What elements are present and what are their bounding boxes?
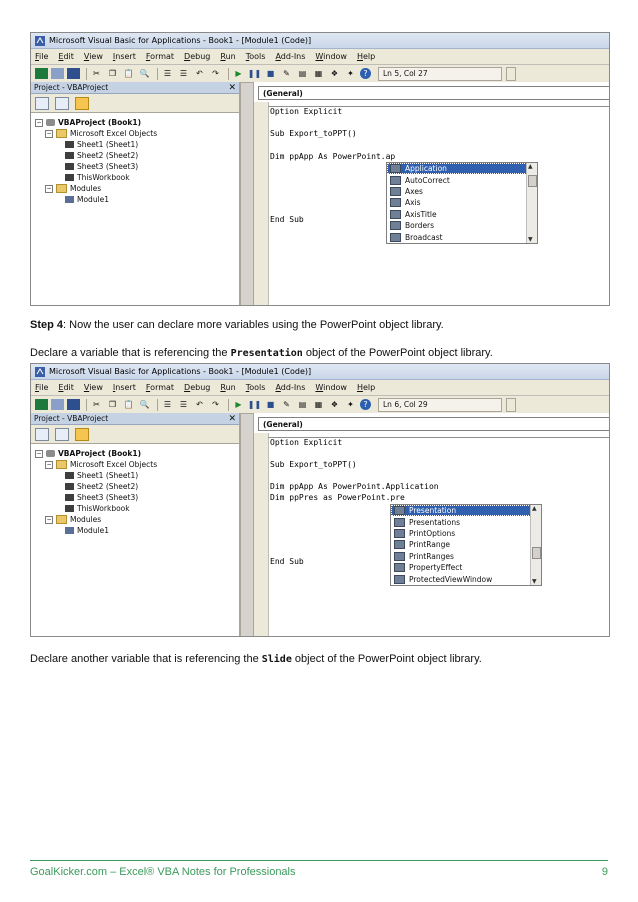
collapse-icon[interactable]: −: [36, 449, 42, 457]
menu-edit[interactable]: Edit: [58, 383, 74, 392]
autocomplete-scrollbar[interactable]: [530, 505, 541, 585]
cursor-position: Ln 5, Col 27: [378, 67, 502, 81]
project-explorer-title: Project - VBAProject: [34, 83, 109, 92]
design-mode-icon[interactable]: ✎: [283, 69, 290, 78]
save-icon[interactable]: [67, 399, 80, 410]
step-label: Step 4: [30, 319, 64, 331]
standard-toolbar: [31, 65, 609, 83]
menu-file[interactable]: File: [35, 52, 49, 61]
toolbox-icon[interactable]: ✦: [347, 400, 354, 409]
project-tree: [31, 113, 239, 205]
tree-item-sheet1[interactable]: Sheet1 (Sheet1): [35, 139, 239, 150]
autocomplete-item[interactable]: Axes: [387, 186, 537, 197]
code-line[interactable]: Option Explicit: [268, 437, 610, 447]
scrollbar-thumb[interactable]: [532, 547, 541, 559]
scroll-up-icon[interactable]: ▲: [528, 163, 533, 170]
collapse-icon[interactable]: −: [46, 184, 52, 192]
property-icon: [390, 233, 401, 242]
tree-item-sheet1[interactable]: Sheet1 (Sheet1): [35, 470, 239, 481]
autocomplete-item[interactable]: Presentations: [391, 516, 541, 527]
vba-app-icon: [35, 36, 45, 46]
collapse-icon[interactable]: −: [36, 118, 42, 126]
property-icon: [390, 210, 401, 219]
menu-bar: [31, 380, 609, 396]
help-icon[interactable]: ?: [360, 399, 371, 410]
toolbox-icon[interactable]: ✦: [347, 69, 354, 78]
standard-toolbar: [31, 396, 609, 414]
outdent-icon[interactable]: ☰: [179, 400, 188, 409]
menu-tools[interactable]: Tools: [245, 52, 266, 61]
property-icon: [394, 540, 405, 549]
folder-icon: [56, 460, 67, 469]
tree-item-modules[interactable]: − Modules: [46, 184, 102, 193]
menu-help[interactable]: Help: [356, 52, 376, 61]
undo-icon[interactable]: ↶: [196, 400, 203, 409]
outdent-icon[interactable]: ☰: [179, 69, 188, 78]
toggle-folders-icon[interactable]: [75, 97, 89, 110]
view-object-icon[interactable]: [55, 97, 69, 110]
toolbar-options-dropdown[interactable]: [506, 398, 516, 412]
autocomplete-item[interactable]: Application: [387, 163, 537, 174]
sheet-icon: [65, 494, 74, 501]
menu-insert[interactable]: Insert: [112, 52, 136, 61]
tree-item-module1[interactable]: Module1: [35, 525, 239, 536]
menu-view[interactable]: View: [83, 383, 103, 392]
scroll-up-icon[interactable]: ▲: [532, 505, 537, 512]
toolbar-separator: [228, 68, 229, 80]
toolbar-separator: [157, 68, 158, 80]
menu-format[interactable]: Format: [145, 52, 175, 61]
tree-item-thisworkbook[interactable]: ThisWorkbook: [35, 503, 239, 514]
copy-icon[interactable]: ❐: [108, 69, 117, 78]
window-title: Microsoft Visual Basic for Applications - Book1 - [Module1 (Code)]: [49, 36, 312, 45]
find-icon[interactable]: 🔍: [139, 69, 150, 78]
inline-code: Slide: [261, 654, 292, 665]
workbook-icon: [65, 174, 74, 181]
redo-icon[interactable]: ↷: [212, 69, 219, 78]
break-icon[interactable]: ❚❚: [247, 69, 262, 78]
code-line[interactable]: Sub Export_toPPT(): [270, 460, 357, 469]
menu-window[interactable]: Window: [315, 383, 347, 392]
declare-presentation-paragraph: Declare a variable that is referencing the Presentation object of the PowerPoint object library.: [30, 347, 493, 359]
step-text: : Now the user can declare more variables using the PowerPoint object library.: [63, 319, 444, 331]
view-code-icon[interactable]: [35, 97, 49, 110]
project-tree: [31, 444, 239, 536]
toolbar-separator: [86, 68, 87, 80]
autocomplete-item[interactable]: ProtectedViewWindow: [391, 573, 541, 584]
menu-bar: [31, 49, 609, 65]
indent-icon[interactable]: ☰: [163, 69, 172, 78]
code-line[interactable]: Option Explicit: [268, 106, 610, 116]
reset-icon[interactable]: ■: [266, 69, 275, 78]
code-window[interactable]: [253, 413, 609, 636]
autocomplete-item[interactable]: PrintRanges: [391, 551, 541, 562]
tree-item-vbaproject[interactable]: − VBAProject (Book1): [36, 118, 142, 127]
menu-debug[interactable]: Debug: [184, 383, 211, 392]
redo-icon[interactable]: ↷: [212, 400, 219, 409]
close-icon[interactable]: ✕: [228, 413, 236, 424]
footer-source: GoalKicker.com – Excel® VBA Notes for Professionals: [30, 866, 296, 878]
window-titlebar: [31, 364, 609, 380]
property-icon: [394, 518, 405, 527]
workbook-icon: [65, 505, 74, 512]
insert-userform-icon[interactable]: [51, 399, 64, 410]
project-explorer-icon[interactable]: ▤: [298, 400, 307, 409]
property-icon: [394, 575, 405, 584]
run-icon[interactable]: ▶: [235, 400, 242, 409]
autocomplete-item[interactable]: PropertyEffect: [391, 562, 541, 573]
inline-code: Presentation: [230, 348, 303, 359]
collapse-icon[interactable]: −: [46, 515, 52, 523]
properties-icon[interactable]: ▦: [314, 400, 323, 409]
menu-debug[interactable]: Debug: [184, 52, 211, 61]
method-icon: [390, 187, 401, 196]
folder-icon: [56, 515, 67, 524]
tree-item-module1[interactable]: Module1: [35, 194, 239, 205]
scroll-down-icon[interactable]: ▼: [532, 578, 537, 585]
menu-view[interactable]: View: [83, 52, 103, 61]
tree-item-vbaproject[interactable]: − VBAProject (Book1): [36, 449, 142, 458]
menu-run[interactable]: Run: [220, 52, 236, 61]
vbe-screenshot-1: [30, 32, 610, 306]
code-line[interactable]: Dim ppApp As PowerPoint.Application: [270, 482, 439, 491]
collapse-icon[interactable]: −: [46, 129, 52, 137]
property-icon: [390, 221, 401, 230]
autocomplete-item[interactable]: Broadcast: [387, 231, 537, 242]
toolbar-separator: [228, 399, 229, 411]
sheet-icon: [65, 152, 74, 159]
menu-edit[interactable]: Edit: [58, 52, 74, 61]
page-footer: [30, 866, 608, 878]
project-explorer-panel: [31, 82, 241, 305]
help-icon[interactable]: ?: [360, 68, 371, 79]
step-4-paragraph: [30, 319, 444, 331]
undo-icon[interactable]: ↶: [196, 69, 203, 78]
declare-slide-paragraph: Declare another variable that is referencing the Slide object of the PowerPoint object library.: [30, 653, 482, 665]
project-explorer-toolbar: [31, 94, 239, 113]
sheet-icon: [65, 472, 74, 479]
menu-help[interactable]: Help: [356, 383, 376, 392]
code-line[interactable]: Dim ppPres as PowerPoint.pre: [270, 493, 405, 502]
autocomplete-item[interactable]: PrintRange: [391, 539, 541, 550]
property-icon: [394, 529, 405, 538]
vbe-screenshot-2: [30, 363, 610, 637]
view-object-icon[interactable]: [55, 428, 69, 441]
code-line[interactable]: Sub Export_toPPT(): [270, 129, 357, 138]
window-titlebar: [31, 33, 609, 49]
code-window[interactable]: [253, 82, 609, 305]
break-icon[interactable]: ❚❚: [247, 400, 262, 409]
menu-window[interactable]: Window: [315, 52, 347, 61]
code-line[interactable]: Dim ppApp As PowerPoint.ap: [270, 152, 396, 161]
tree-item-sheet3[interactable]: Sheet3 (Sheet3): [35, 492, 239, 503]
vba-app-icon: [35, 367, 45, 377]
menu-file[interactable]: File: [35, 383, 49, 392]
paste-icon[interactable]: 📋: [123, 400, 134, 409]
excel-icon[interactable]: [35, 399, 48, 410]
code-gutter: [254, 102, 269, 305]
run-icon[interactable]: ▶: [235, 69, 242, 78]
folder-icon: [56, 129, 67, 138]
scrollbar-thumb[interactable]: [528, 175, 537, 187]
tree-item-sheet2[interactable]: Sheet2 (Sheet2): [35, 481, 239, 492]
tree-item-sheet3[interactable]: Sheet3 (Sheet3): [35, 161, 239, 172]
properties-icon[interactable]: ▦: [314, 69, 323, 78]
property-icon: [390, 164, 401, 173]
close-icon[interactable]: ✕: [228, 82, 236, 93]
find-icon[interactable]: 🔍: [139, 400, 150, 409]
toolbar-options-dropdown[interactable]: [506, 67, 516, 81]
indent-icon[interactable]: ☰: [163, 400, 172, 409]
tree-item-modules[interactable]: − Modules: [46, 515, 102, 524]
excel-icon[interactable]: [35, 68, 48, 79]
save-icon[interactable]: [67, 68, 80, 79]
menu-run[interactable]: Run: [220, 383, 236, 392]
tree-item-excel-objects[interactable]: − Microsoft Excel Objects: [46, 129, 158, 138]
module-icon: [65, 196, 74, 203]
project-icon: [46, 450, 55, 457]
property-icon: [394, 563, 405, 572]
project-icon: [46, 119, 55, 126]
window-title: Microsoft Visual Basic for Applications - Book1 - [Module1 (Code)]: [49, 367, 312, 376]
property-icon: [390, 198, 401, 207]
scroll-down-icon[interactable]: ▼: [528, 236, 533, 243]
autocomplete-item[interactable]: Presentation: [391, 505, 541, 516]
insert-userform-icon[interactable]: [51, 68, 64, 79]
tree-item-excel-objects[interactable]: − Microsoft Excel Objects: [46, 460, 158, 469]
autocomplete-item[interactable]: Borders: [387, 220, 537, 231]
toggle-folders-icon[interactable]: [75, 428, 89, 441]
cut-icon[interactable]: ✂: [93, 69, 100, 78]
property-icon: [394, 552, 405, 561]
autocomplete-item[interactable]: PrintOptions: [391, 528, 541, 539]
view-code-icon[interactable]: [35, 428, 49, 441]
code-line[interactable]: End Sub: [270, 215, 304, 224]
autocomplete-scrollbar[interactable]: [526, 163, 537, 243]
sheet-icon: [65, 163, 74, 170]
project-explorer-header: [31, 413, 239, 425]
autocomplete-item[interactable]: AxisTitle: [387, 209, 537, 220]
project-explorer-title: Project - VBAProject: [34, 414, 109, 423]
object-browser-icon[interactable]: ❖: [330, 69, 339, 78]
property-icon: [394, 506, 405, 515]
autocomplete-list[interactable]: [390, 504, 542, 586]
tree-item-thisworkbook[interactable]: ThisWorkbook: [35, 172, 239, 183]
paste-icon[interactable]: 📋: [123, 69, 134, 78]
menu-insert[interactable]: Insert: [112, 383, 136, 392]
code-line[interactable]: End Sub: [270, 557, 304, 566]
project-explorer-header: [31, 82, 239, 94]
autocomplete-item[interactable]: AutoCorrect: [387, 174, 537, 185]
footer-divider: [30, 860, 608, 861]
menu-format[interactable]: Format: [145, 383, 175, 392]
code-gutter: [254, 433, 269, 636]
project-explorer-icon[interactable]: ▤: [298, 69, 307, 78]
project-explorer-toolbar: [31, 425, 239, 444]
cut-icon[interactable]: ✂: [93, 400, 100, 409]
reset-icon[interactable]: ■: [266, 400, 275, 409]
page-number: 9: [601, 866, 608, 878]
object-browser-icon[interactable]: ❖: [330, 400, 339, 409]
project-explorer-panel: [31, 413, 241, 636]
menu-add-ins[interactable]: Add-Ins: [275, 383, 306, 392]
menu-tools[interactable]: Tools: [245, 383, 266, 392]
sheet-icon: [65, 141, 74, 148]
autocomplete-item[interactable]: Axis: [387, 197, 537, 208]
tree-item-sheet2[interactable]: Sheet2 (Sheet2): [35, 150, 239, 161]
collapse-icon[interactable]: −: [46, 460, 52, 468]
design-mode-icon[interactable]: ✎: [283, 400, 290, 409]
folder-icon: [56, 184, 67, 193]
property-icon: [390, 176, 401, 185]
autocomplete-list[interactable]: [386, 162, 538, 244]
copy-icon[interactable]: ❐: [108, 400, 117, 409]
toolbar-separator: [86, 399, 87, 411]
object-combo[interactable]: (General): [258, 86, 610, 100]
menu-add-ins[interactable]: Add-Ins: [275, 52, 306, 61]
object-combo[interactable]: (General): [258, 417, 610, 431]
module-icon: [65, 527, 74, 534]
cursor-position: Ln 6, Col 29: [378, 398, 502, 412]
sheet-icon: [65, 483, 74, 490]
toolbar-separator: [157, 399, 158, 411]
